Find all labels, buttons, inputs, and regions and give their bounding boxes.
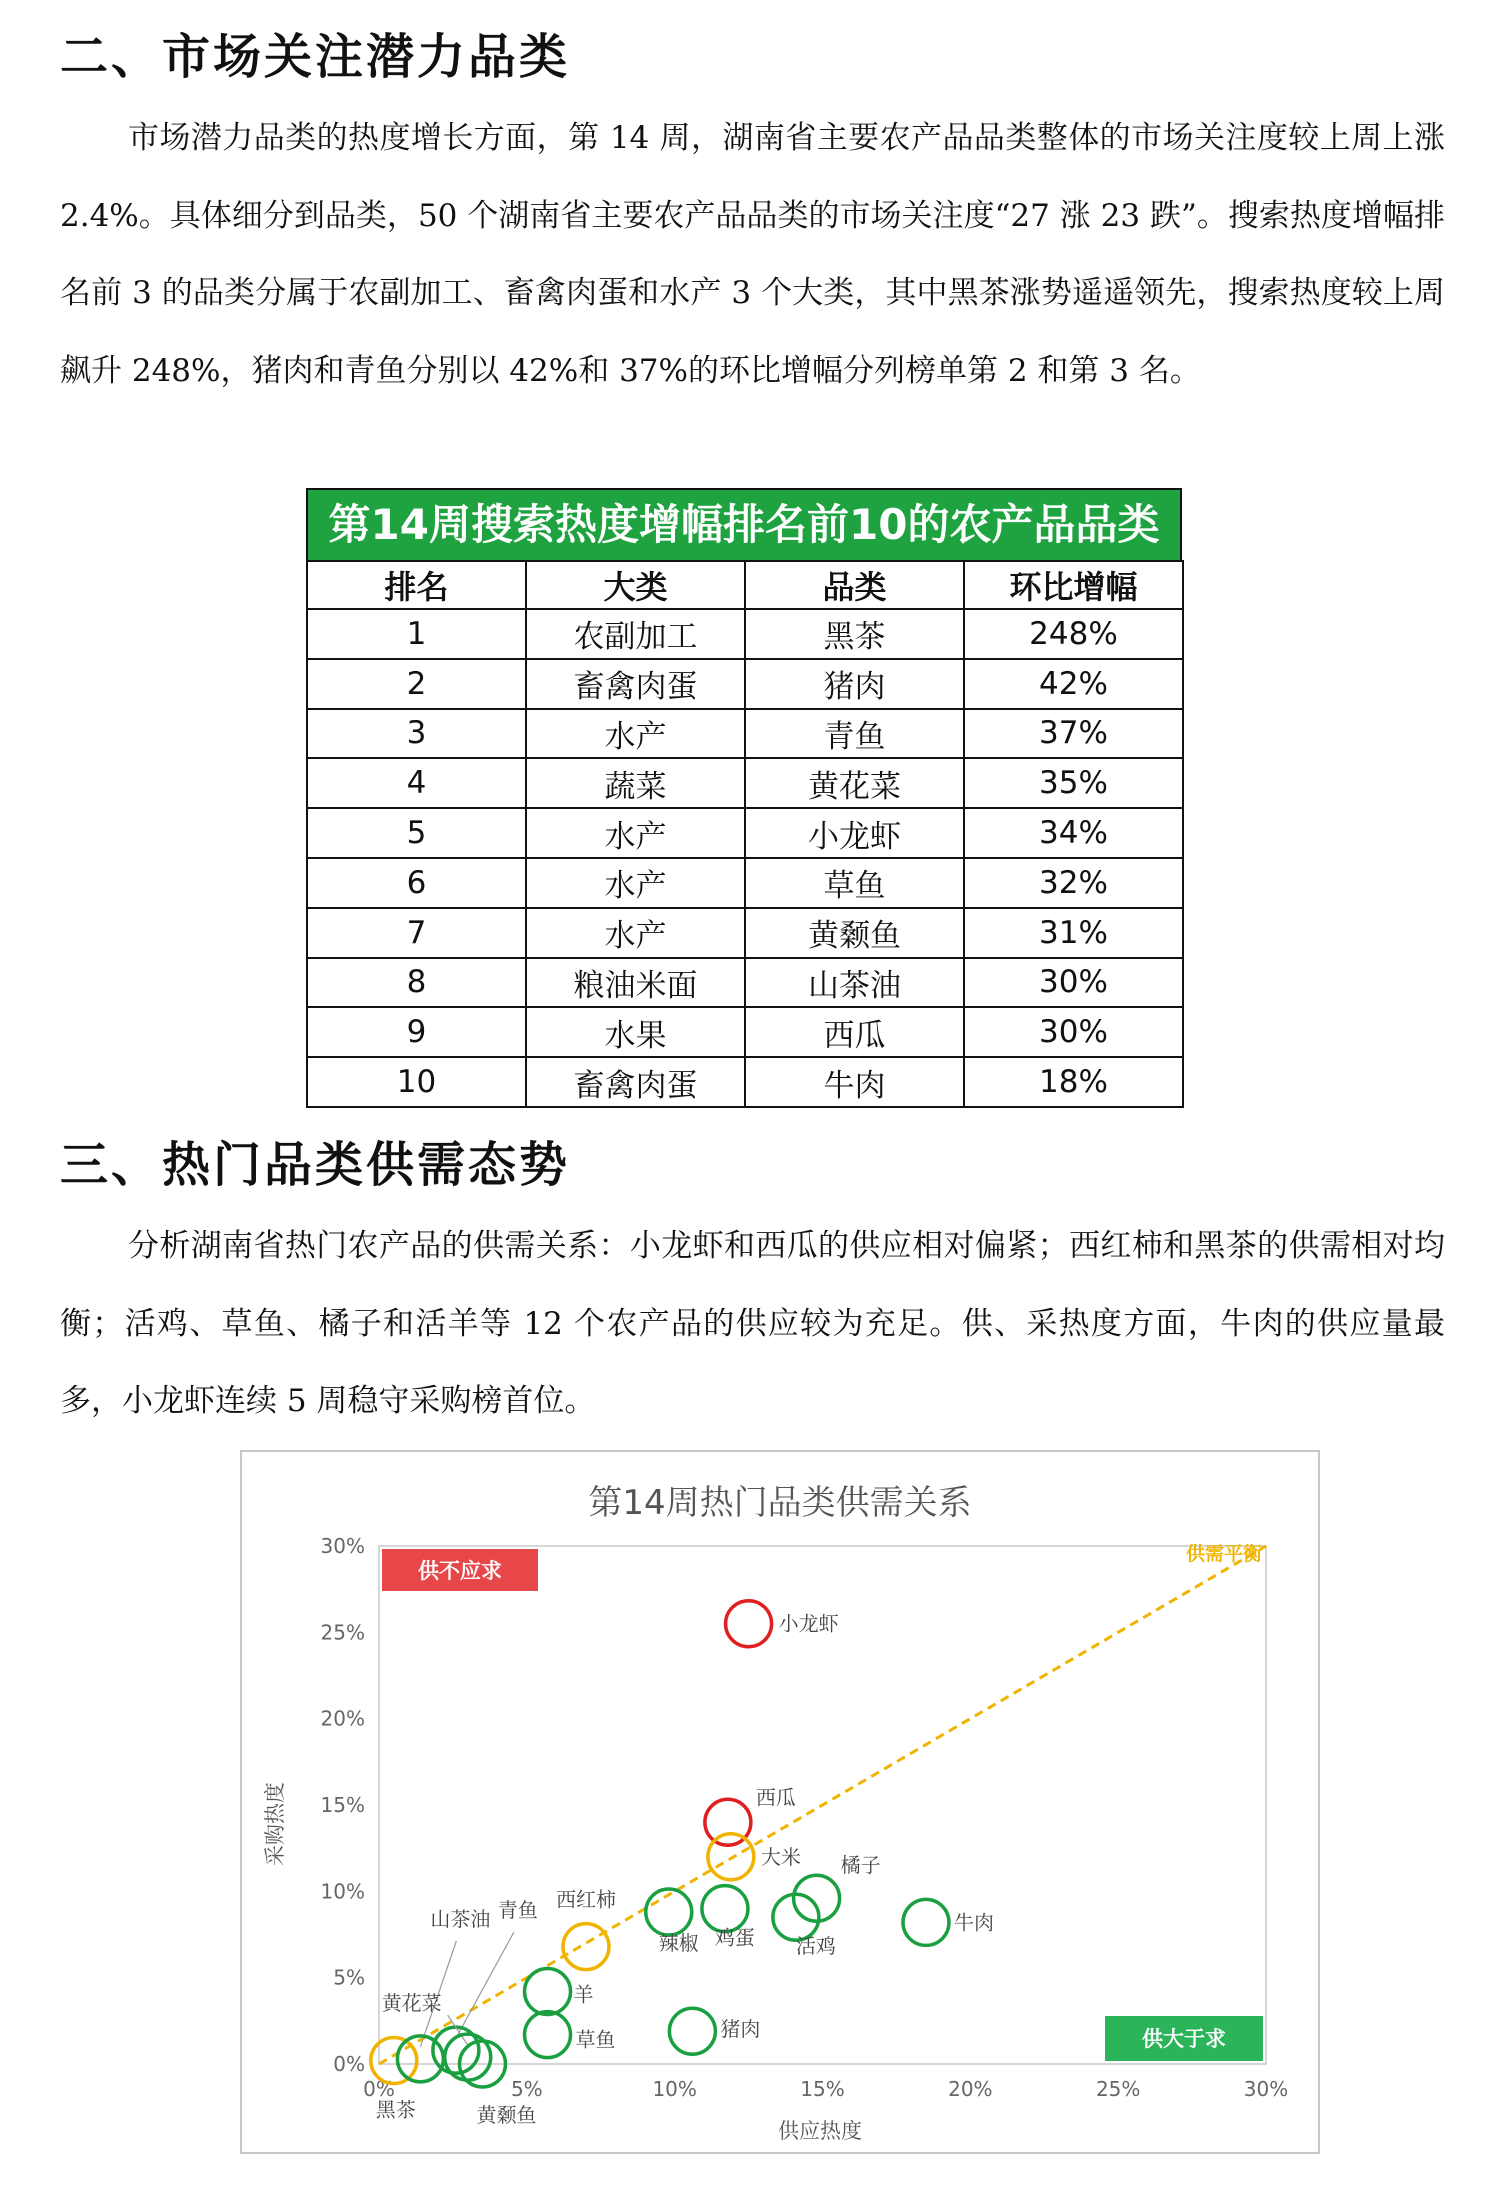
cell-growth: 248% (964, 609, 1183, 659)
table-row (307, 709, 1183, 759)
section-heading-2: 二、市场关注潜力品类 (60, 29, 571, 85)
cell-growth: 30% (964, 1007, 1183, 1057)
cell-growth: 34% (964, 808, 1183, 858)
point-label: 牛肉 (953, 1910, 994, 1935)
x-tick-label: 5% (510, 2077, 543, 2101)
y-tick-label: 25% (320, 1620, 365, 1645)
point-marker (525, 1968, 571, 2014)
cell-item: 草鱼 (745, 858, 964, 908)
supply-demand-chart (240, 1450, 1320, 2154)
cell-item: 黄颡鱼 (745, 908, 964, 958)
cell-item: 西瓜 (745, 1007, 964, 1057)
y-tick-label: 0% (333, 2052, 365, 2076)
cell-category: 水产 (526, 808, 745, 858)
y-tick-label: 10% (320, 1879, 365, 1904)
chart-title: 第14周热门品类供需关系 (588, 1483, 972, 1523)
cell-rank: 5 (307, 808, 526, 858)
point-label: 青鱼 (497, 1898, 538, 1923)
cell-growth: 35% (964, 758, 1183, 808)
header-rank: 排名 (307, 561, 526, 609)
table-row (307, 758, 1183, 808)
shortage-label: 供不应求 (418, 1559, 502, 1583)
cell-category: 农副加工 (526, 609, 745, 659)
cell-rank: 10 (307, 1057, 526, 1107)
cell-rank: 4 (307, 758, 526, 808)
point-marker (563, 1924, 609, 1970)
cell-category: 畜禽肉蛋 (526, 1057, 745, 1107)
point-label: 活鸡 (795, 1934, 836, 1959)
leader-line (456, 1932, 514, 2038)
x-tick-label: 20% (948, 2077, 993, 2101)
table-row (307, 858, 1183, 908)
x-tick-label: 15% (800, 2077, 845, 2101)
cell-category: 水产 (526, 908, 745, 958)
point-label: 黄花菜 (381, 1991, 442, 2016)
point-label: 黄颡鱼 (476, 2103, 537, 2127)
cell-category: 粮油米面 (526, 958, 745, 1008)
cell-item: 青鱼 (745, 709, 964, 759)
cell-growth: 37% (964, 709, 1183, 759)
cell-growth: 18% (964, 1057, 1183, 1107)
cell-category: 蔬菜 (526, 758, 745, 808)
point-marker (669, 2008, 715, 2054)
point-label: 羊 (573, 1982, 594, 2007)
surplus-label: 供大于求 (1142, 2027, 1226, 2051)
point-label: 山茶油 (430, 1906, 491, 1931)
cell-growth: 42% (964, 659, 1183, 709)
cell-rank: 8 (307, 958, 526, 1008)
cell-growth: 30% (964, 958, 1183, 1008)
cell-item: 山茶油 (745, 958, 964, 1008)
cell-item: 黄花菜 (745, 758, 964, 808)
chart-canvas (242, 1452, 1318, 2152)
cell-rank: 2 (307, 659, 526, 709)
point-marker (525, 2012, 571, 2058)
point-label: 辣椒 (658, 1931, 699, 1956)
point-label: 黑茶 (375, 2097, 416, 2122)
table-title: 第14周搜索热度增幅排名前10的农产品品类 (306, 488, 1182, 560)
cell-item: 黑茶 (745, 609, 964, 659)
y-tick-label: 30% (320, 1534, 365, 1558)
table-row (307, 808, 1183, 858)
x-axis-label: 供应热度 (778, 2119, 862, 2143)
section-heading-3: 三、热门品类供需态势 (60, 1137, 571, 1193)
balance-label: 供需平衡 (1185, 1543, 1262, 1565)
x-tick-label: 10% (652, 2077, 697, 2101)
section-3-paragraph: 分析湖南省热门农产品的供需关系：小龙虾和西瓜的供应相对偏紧；西红柿和黑茶的供需相对均衡；活鸡、草鱼、橘子和活羊等 12 个农产品的供应较为充足。供、采热度方面，牛肉的供应量最多，小龙虾连续 5 周稳守采购榜首位。 (60, 1228, 1445, 1419)
cell-rank: 3 (307, 709, 526, 759)
ranking-table-grid (306, 560, 1184, 1108)
table-header-row (307, 561, 1183, 609)
point-label: 小龙虾 (778, 1611, 839, 1636)
point-label: 橘子 (840, 1853, 881, 1878)
x-tick-label: 0% (363, 2077, 395, 2101)
point-marker (903, 1899, 949, 1945)
cell-rank: 9 (307, 1007, 526, 1057)
y-tick-label: 20% (320, 1706, 365, 1731)
ranking-table (306, 488, 1182, 1108)
x-tick-label: 30% (1243, 2077, 1289, 2101)
y-axis-label: 采购热度 (263, 1782, 287, 1866)
table-row (307, 908, 1183, 958)
table-row (307, 1057, 1183, 1107)
point-label: 猪肉 (720, 2017, 761, 2042)
cell-item: 小龙虾 (745, 808, 964, 858)
cell-item: 牛肉 (745, 1057, 964, 1107)
cell-rank: 7 (307, 908, 526, 958)
cell-category: 水果 (526, 1007, 745, 1057)
point-label: 西红柿 (555, 1887, 616, 1912)
cell-category: 水产 (526, 709, 745, 759)
y-tick-label: 15% (320, 1793, 365, 1817)
cell-category: 畜禽肉蛋 (526, 659, 745, 709)
cell-growth: 32% (964, 858, 1183, 908)
cell-rank: 1 (307, 609, 526, 659)
point-label: 草鱼 (575, 2027, 616, 2052)
point-marker (794, 1875, 840, 1921)
table-row (307, 958, 1183, 1008)
point-marker (726, 1601, 772, 1647)
x-tick-label: 25% (1095, 2077, 1141, 2101)
point-label: 大米 (760, 1844, 801, 1869)
table-row (307, 659, 1183, 709)
cell-growth: 31% (964, 908, 1183, 958)
point-label: 西瓜 (755, 1785, 796, 1810)
header-item: 品类 (745, 561, 964, 609)
section-2-paragraph: 市场潜力品类的热度增长方面，第 14 周，湖南省主要农产品品类整体的市场关注度较上周上涨 2.4%。具体细分到品类，50 个湖南省主要农产品品类的市场关注度“27 涨 23 跌”。搜索热度增幅排名前 3 的品类分属于农副加工、畜禽肉蛋和水产 3 个大类，其中黑茶涨势遥遥领先，搜索热度较上周飙升 248%，猪肉和青鱼分别以 42%和 37%的环比增幅分列榜单第 2 和第 3 名。 (60, 120, 1445, 389)
cell-category: 水产 (526, 858, 745, 908)
header-category: 大类 (526, 561, 745, 609)
table-row (307, 609, 1183, 659)
header-growth: 环比增幅 (964, 561, 1183, 609)
cell-rank: 6 (307, 858, 526, 908)
point-marker (397, 2036, 443, 2082)
cell-item: 猪肉 (745, 659, 964, 709)
table-row (307, 1007, 1183, 1057)
point-label: 鸡蛋 (714, 1925, 755, 1950)
y-tick-label: 5% (333, 1965, 365, 1990)
